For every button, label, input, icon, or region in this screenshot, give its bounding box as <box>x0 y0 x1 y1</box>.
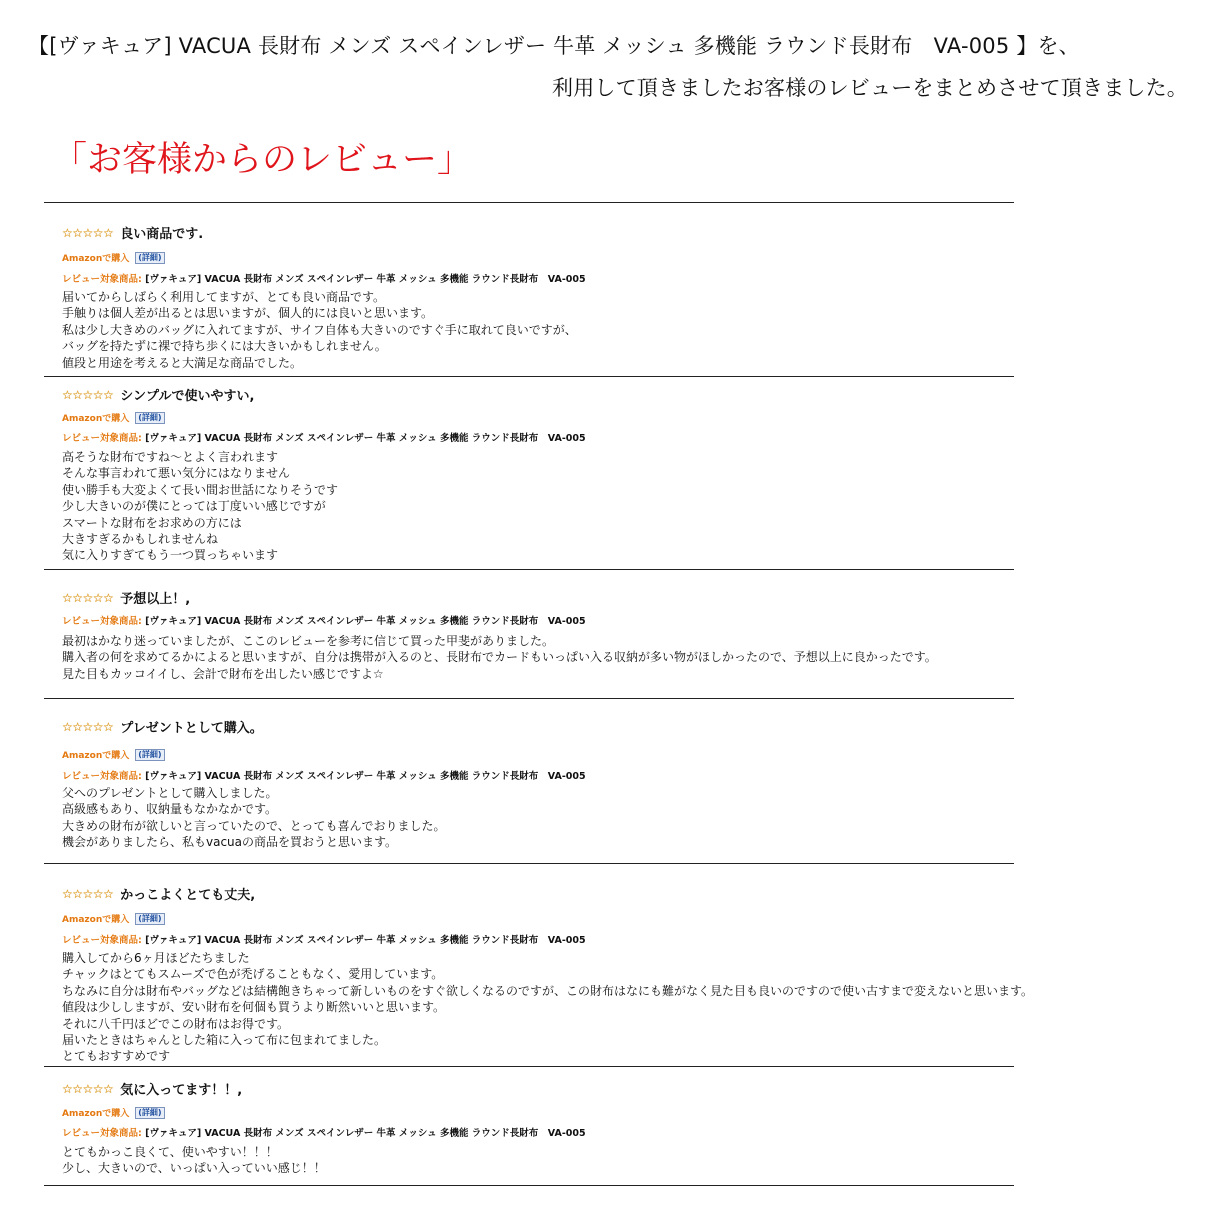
review-title: 気に入ってます！！, <box>120 1083 243 1098</box>
product-name: [ヴァキュア] VACUA 長財布 メンズ スペインレザー 牛革 メッシュ 多機能 ラウンド長財布 VA-005 <box>141 274 586 285</box>
review-product <box>62 271 586 285</box>
review-title: 良い商品です. <box>120 227 204 242</box>
product-label: レビュー対象商品: <box>62 935 142 946</box>
review-item <box>44 203 1014 377</box>
review-body-line: 購入者の何を求めてるかによると思いますが、自分は携帯が入るのと、長財布でカードもいっぱい入る収納が多い物がほしかったので、予想以上に良かったです。 <box>62 650 937 665</box>
review-product <box>62 768 586 782</box>
review-body-line: 値段と用途を考えると大満足な商品でした。 <box>62 355 303 370</box>
review-header <box>62 1079 242 1098</box>
review-header <box>62 884 255 903</box>
review-body-line: 届いてからしばらく利用してますが、とても良い商品です。 <box>62 290 386 304</box>
review-body <box>62 449 338 564</box>
review-header <box>62 588 190 607</box>
review-item <box>44 864 1034 1067</box>
review-title: プレゼントとして購入。 <box>120 721 263 736</box>
review-body-line: 高そうな財布ですね〜とよく言われます <box>62 450 279 464</box>
detail-link[interactable]: (詳細) <box>135 252 164 264</box>
intro-line-1: 【[ヴァキュア] VACUA 長財布 メンズ スペインレザー 牛革 メッシュ 多機能 ラウンド長財布 VA-005 】を、 <box>28 34 1080 58</box>
review-header <box>62 385 254 404</box>
review-body-line: 少し、大きいので、いっぱい入っていい感じ！！ <box>62 1161 326 1176</box>
review-body-line: そんな事言われて悪い気分にはなりません <box>62 466 291 481</box>
star-rating-icon: ☆☆☆☆☆ <box>62 590 114 605</box>
review-body-line: 機会がありましたら、私もvacuaの商品を買おうと思います。 <box>62 835 398 850</box>
review-body-line: 使い勝手も大変よくて長い間お世話になりそうです <box>62 482 339 497</box>
review-body-line: スマートな財布をお求めの方には <box>62 515 242 530</box>
verified-purchase-text: Amazonで購入 <box>62 915 130 925</box>
review-body <box>62 1144 326 1177</box>
product-label: レビュー対象商品: <box>62 1128 142 1139</box>
star-rating-icon: ☆☆☆☆☆ <box>62 719 114 734</box>
review-body-line: 少し大きいのが僕にとっては丁度いい感じですが <box>62 499 326 514</box>
review-body-line: それに八千円ほどでこの財布はお得です。 <box>62 1016 290 1031</box>
review-body-line: 見た目もカッコイイし、会計で財布を出したい感じですよ☆ <box>62 666 384 681</box>
review-body-line: 大きめの財布が欲しいと言っていたので、とっても喜んでおりました。 <box>62 818 446 833</box>
product-label: レビュー対象商品: <box>62 274 142 285</box>
review-body-line: とてもおすすめです <box>62 1049 171 1064</box>
review-title: シンプルで使いやすい, <box>120 389 255 404</box>
detail-link[interactable]: (詳細) <box>135 412 164 424</box>
review-body-line: 最初はかなり迷っていましたが、ここのレビューを参考に信じて買った甲斐がありました。 <box>62 634 555 648</box>
review-body-line: ちなみに自分は財布やバッグなどは結構飽きちゃって新しいものをすぐ欲しくなるのですが、この財布はなにも難がなく見た目も良いのですので使い古すまで変えないと思います。 <box>62 983 1034 998</box>
verified-purchase-label <box>62 251 165 264</box>
review-header <box>62 717 263 736</box>
review-item <box>44 1067 1014 1186</box>
product-label: レビュー対象商品: <box>62 433 142 444</box>
review-product <box>62 430 586 444</box>
review-body-line: 手触りは個人差が出るとは思いますが、個人的には良いと思います。 <box>62 306 434 321</box>
review-list <box>44 202 1034 1186</box>
verified-purchase-label <box>62 1106 165 1119</box>
review-item <box>44 377 1014 570</box>
review-body-line: 値段は少ししますが、安い財布を何個も買うより断然いいと思います。 <box>62 1000 446 1015</box>
star-rating-icon: ☆☆☆☆☆ <box>62 1081 114 1096</box>
detail-link[interactable]: (詳細) <box>135 913 164 925</box>
verified-purchase-text: Amazonで購入 <box>62 414 130 424</box>
review-item <box>44 699 1014 864</box>
detail-link[interactable]: (詳細) <box>135 1107 164 1119</box>
review-body <box>62 950 1033 1065</box>
star-rating-icon: ☆☆☆☆☆ <box>62 886 114 901</box>
review-body-line: 購入してから6ヶ月ほどたちました <box>62 951 250 965</box>
review-title: かっこよくとても丈夫, <box>120 888 256 903</box>
review-body-line: 私は少し大きめのバッグに入れてますが、サイフ自体も大きいのですぐ手に取れて良いですが、 <box>62 322 577 337</box>
product-label: レビュー対象商品: <box>62 616 142 627</box>
verified-purchase-label <box>62 912 165 925</box>
review-product <box>62 1125 586 1139</box>
review-body-line: チャックはとてもスムーズで色が禿げることもなく、愛用しています。 <box>62 967 444 982</box>
product-name: [ヴァキュア] VACUA 長財布 メンズ スペインレザー 牛革 メッシュ 多機能 ラウンド長財布 VA-005 <box>141 616 586 627</box>
review-body-line: 気に入りすぎてもう一つ買っちゃいます <box>62 548 279 563</box>
review-body <box>62 785 446 851</box>
product-name: [ヴァキュア] VACUA 長財布 メンズ スペインレザー 牛革 メッシュ 多機能 ラウンド長財布 VA-005 <box>141 433 586 444</box>
section-title: 「お客様からのレビュー」 <box>52 140 473 180</box>
review-header <box>62 223 203 242</box>
review-product <box>62 613 586 627</box>
review-title: 予想以上！, <box>120 592 191 607</box>
product-name: [ヴァキュア] VACUA 長財布 メンズ スペインレザー 牛革 メッシュ 多機能 ラウンド長財布 VA-005 <box>141 771 586 782</box>
review-body-line: 届いたときはちゃんとした箱に入って布に包まれてました。 <box>62 1033 387 1048</box>
detail-link[interactable]: (詳細) <box>135 749 164 761</box>
intro-line-2: 利用して頂きましたお客様のレビューをまとめさせて頂きました。 <box>552 76 1188 100</box>
review-body-line: 父へのプレゼントとして購入しました。 <box>62 786 278 800</box>
verified-purchase-text: Amazonで購入 <box>62 751 130 761</box>
review-item <box>44 570 1014 699</box>
review-body-line: 大きすぎるかもしれませんね <box>62 532 219 547</box>
verified-purchase-label <box>62 411 165 424</box>
verified-purchase-text: Amazonで購入 <box>62 254 130 264</box>
review-body-line: バッグを持たずに裸で持ち歩くには大きいかもしれません。 <box>62 339 387 354</box>
star-rating-icon: ☆☆☆☆☆ <box>62 387 114 402</box>
review-body-line: 高級感もあり、収納量もなかなかです。 <box>62 802 278 817</box>
product-name: [ヴァキュア] VACUA 長財布 メンズ スペインレザー 牛革 メッシュ 多機能 ラウンド長財布 VA-005 <box>141 1128 586 1139</box>
verified-purchase-text: Amazonで購入 <box>62 1109 130 1119</box>
review-product <box>62 932 586 946</box>
verified-purchase-label <box>62 748 165 761</box>
review-body-line: とてもかっこ良くて、使いやすい！！！ <box>62 1145 278 1159</box>
star-rating-icon: ☆☆☆☆☆ <box>62 225 114 240</box>
product-name: [ヴァキュア] VACUA 長財布 メンズ スペインレザー 牛革 メッシュ 多機能 ラウンド長財布 VA-005 <box>141 935 586 946</box>
product-label: レビュー対象商品: <box>62 771 142 782</box>
review-body <box>62 289 577 371</box>
review-body <box>62 633 937 682</box>
